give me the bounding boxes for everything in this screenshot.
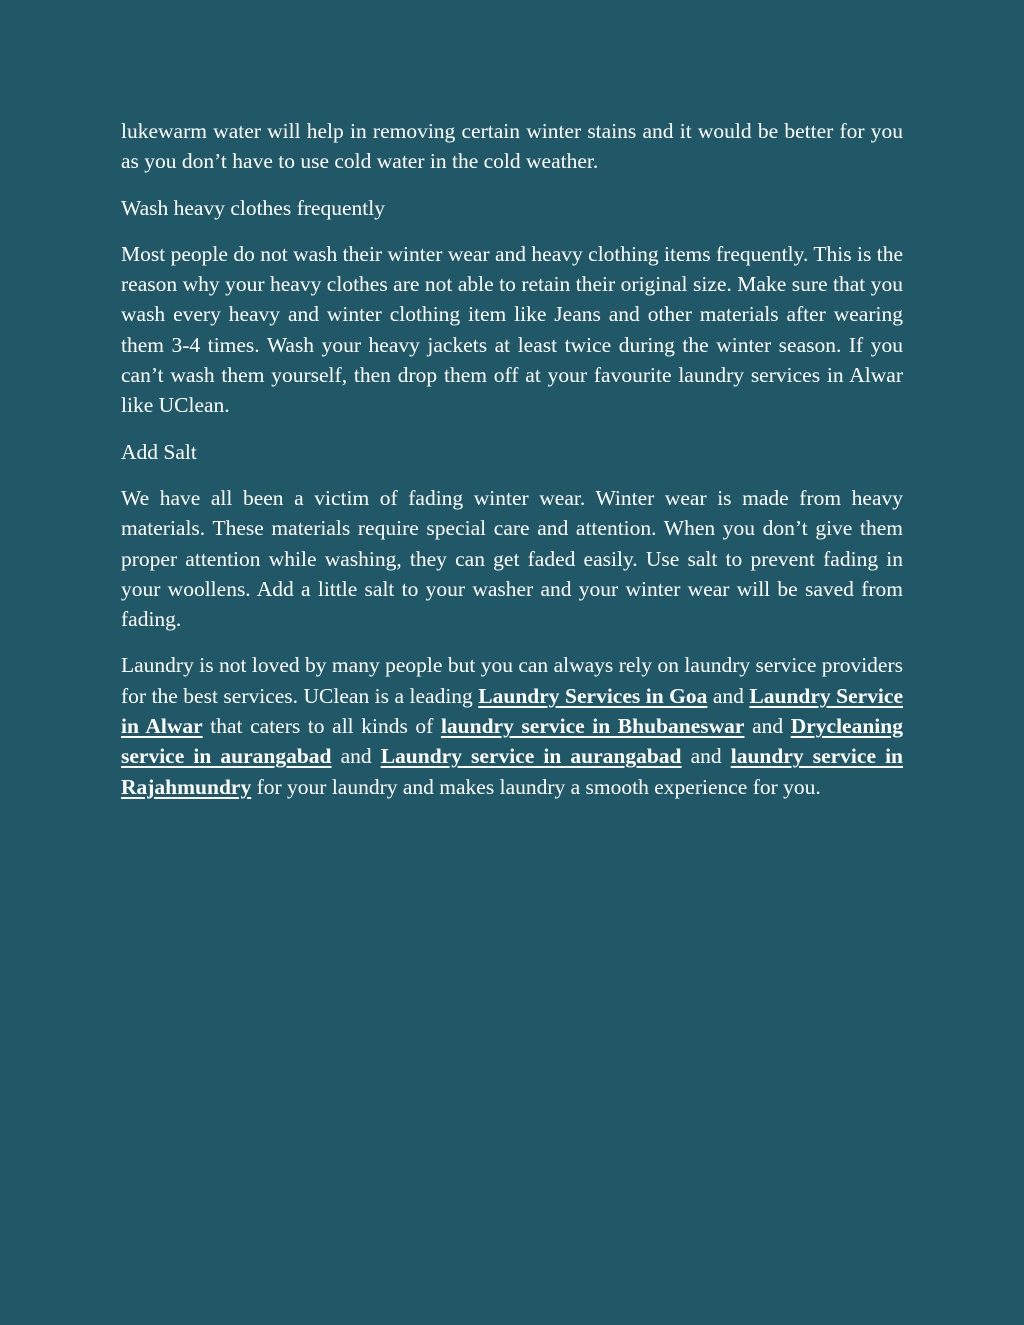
heading-wash-heavy-clothes: Wash heavy clothes frequently: [121, 195, 385, 220]
link-laundry-service-rajahmundry[interactable]: laundry service in Rajahmundry: [121, 744, 903, 799]
text-segment: Laundry is not loved by many people but you can always rely on laundry service providers for the best services. UClean is a leading: [121, 653, 903, 708]
link-drycleaning-service-aurangabad[interactable]: Drycleaning service in aurangabad: [121, 714, 903, 769]
heading-add-salt: Add Salt: [121, 439, 197, 464]
text-segment: and: [331, 744, 381, 769]
link-laundry-service-alwar[interactable]: Laundry Service in Alwar: [121, 683, 903, 739]
paragraph-lukewarm-water: lukewarm water will help in removing certain winter stains and it would be better for you as you don’t have to use cold water in the cold weather.: [121, 119, 903, 174]
link-laundry-service-bhubaneswar[interactable]: laundry service in Bhubaneswar: [440, 714, 745, 739]
paragraph-heavy-clothing: Most people do not wash their winter wear and heavy clothing items frequently. This is the reason why your heavy clothes are not able to retain their original size. Make sure that you wash every heavy and winter clothing item like Jeans and other materials after wearing them 3-4 times. Wash your heavy jackets at least twice during the winter season. If you can’t wash them yourself, then drop them off at your favourite laundry services in Alwar like UClean.: [121, 241, 903, 418]
text-segment: and: [681, 744, 731, 769]
text-segment: and: [707, 683, 750, 708]
text-segment: that caters to all kinds of: [202, 714, 441, 739]
link-laundry-services-goa[interactable]: Laundry Services in Goa: [478, 683, 708, 708]
link-laundry-service-aurangabad[interactable]: Laundry service in aurangabad: [380, 744, 682, 769]
paragraph-fading: We have all been a victim of fading winter wear. Winter wear is made from heavy materials. These materials require special care and attention. When you don’t give them proper attention while washing, they can get faded easily. Use salt to prevent fading in your woollens. Add a little salt to your washer and your winter wear will be saved from fading.: [121, 485, 903, 632]
document-body: [121, 116, 903, 818]
paragraph-laundry-services: [121, 650, 903, 801]
text-segment: for your laundry and makes laundry a smooth experience for you.: [251, 774, 821, 799]
text-segment: and: [744, 714, 791, 739]
